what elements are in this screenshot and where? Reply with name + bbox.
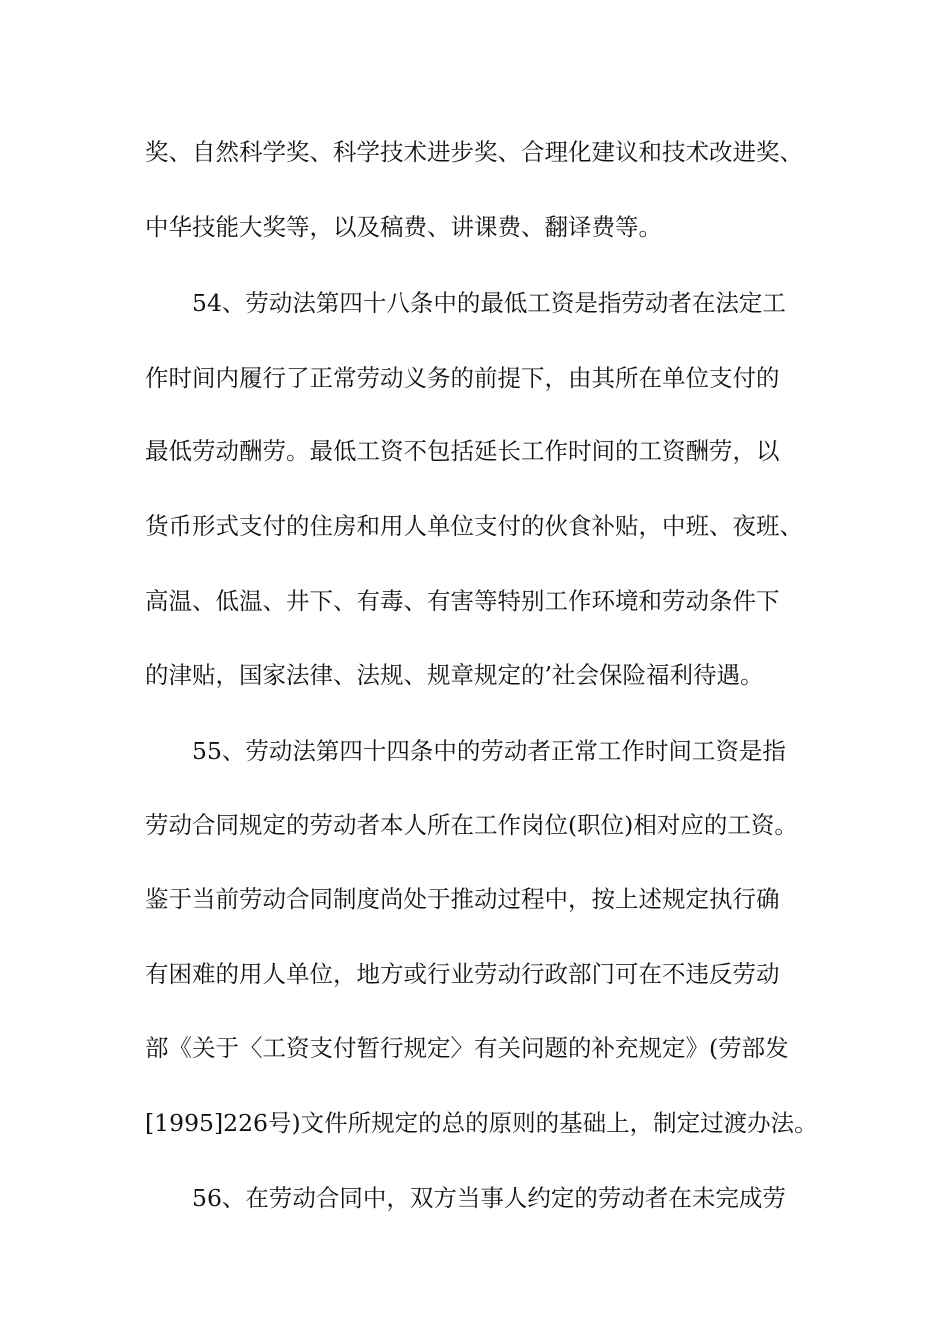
text-line: [1995]226号)文件所规定的总的原则的基础上，制定过渡办法。 — [145, 1109, 818, 1137]
text-line: 劳动合同规定的劳动者本人所在工作岗位(职位)相对应的工资。 — [145, 811, 798, 839]
paragraph-54-start: 54、劳动法第四十八条中的最低工资是指劳动者在法定工 — [192, 289, 786, 317]
text-line: 货币形式支付的住房和用人单位支付的伙食补贴，中班、夜班、 — [145, 512, 803, 540]
text-line: 鉴于当前劳动合同制度尚处于推动过程中，按上述规定执行确 — [145, 885, 780, 913]
text-line: 作时间内履行了正常劳动义务的前提下，由其所在单位支付的 — [145, 364, 780, 392]
text-line: 有困难的用人单位，地方或行业劳动行政部门可在不违反劳动 — [145, 960, 780, 988]
paragraph-55-start: 55、劳动法第四十四条中的劳动者正常工作时间工资是指 — [192, 737, 786, 765]
text-line: 的津贴，国家法律、法规、规章规定的’社会保险福利待遇。 — [145, 661, 764, 689]
paragraph-56-start: 56、在劳动合同中，双方当事人约定的劳动者在未完成劳 — [192, 1184, 786, 1212]
text-line: 高温、低温、井下、有毒、有害等特别工作环境和劳动条件下 — [145, 587, 780, 615]
text-line: 奖、自然科学奖、科学技术进步奖、合理化建议和技术改进奖、 — [145, 138, 803, 166]
text-line: 部《关于〈工资支付暂行规定〉有关问题的补充规定》(劳部发 — [145, 1034, 789, 1062]
text-line: 最低劳动酬劳。最低工资不包括延长工作时间的工资酬劳，以 — [145, 437, 780, 465]
text-line: 中华技能大奖等，以及稿费、讲课费、翻译费等。 — [145, 213, 662, 241]
